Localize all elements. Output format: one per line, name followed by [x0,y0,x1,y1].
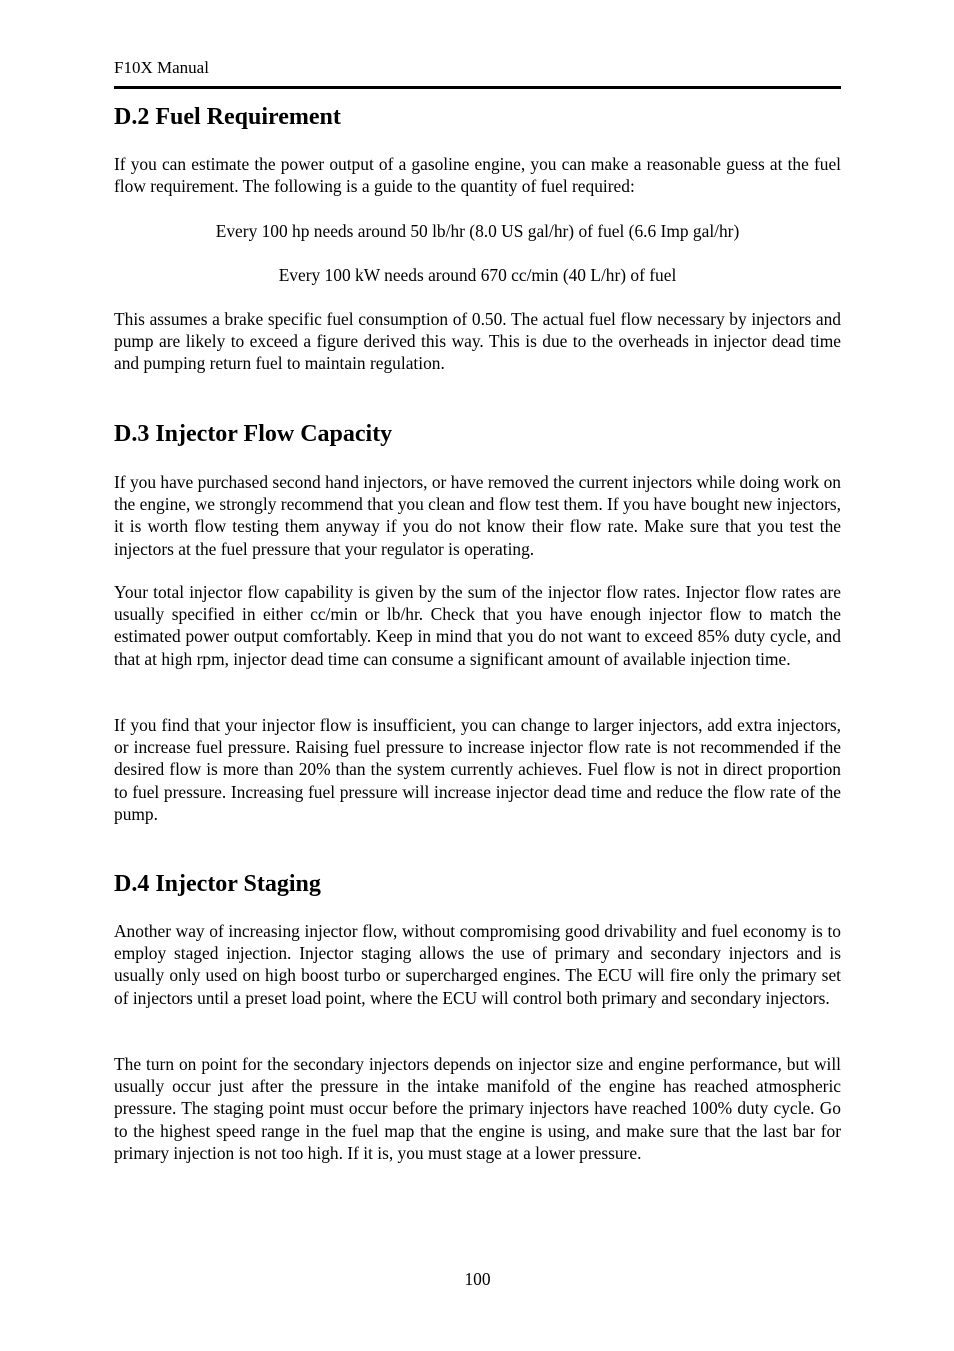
paragraph-staging-1: Another way of increasing injector flow, without compromising good drivability and fuel economy is to employ staged injection. Injector staging allows the use of primary and secondary injectors and is usually only used on high boost turbo or supercharged engines. The ECU will fire only the primary set of injectors until a preset load point, where the ECU will control both primary and secondary injectors. [114,921,841,1008]
heading-injector-staging: D.4 Injector Staging [114,871,321,897]
header-rule [114,86,841,89]
heading-fuel-requirement: D.2 Fuel Requirement [114,104,341,130]
rule-hp-line: Every 100 hp needs around 50 lb/hr (8.0 US gal/hr) of fuel (6.6 Imp gal/hr) [215,221,740,241]
paragraph-flow-1: If you have purchased second hand injectors, or have removed the current injectors while doing work on the engine, we strongly recommend that you clean and flow test them. If you have bought new injectors, it is worth flow testing them anyway if you do not know their flow rate. Make sure that you test the injectors at the fuel pressure that your regulator is operating. [114,472,841,559]
paragraph-staging-2: The turn on point for the secondary injectors depends on injector size and engine performance, but will usually occur just after the pressure in the intake manifold of the engine has reached atmospheric pressure. The staging point must occur before the primary injectors have reached 100% duty cycle. Go to the highest speed range in the fuel map that the engine is using, and make sure that the last bar for primary injection is not too high. If it is, you must stage at a lower pressure. [114,1054,841,1163]
paragraph-fuel-intro: If you can estimate the power output of a gasoline engine, you can make a reasonable guess at the fuel flow requirement. The following is a guide to the quantity of fuel required: [114,154,841,197]
running-header-title: F10X Manual [114,58,209,77]
rule-kw-line: Every 100 kW needs around 670 cc/min (40 L/hr) of fuel [278,265,677,285]
heading-injector-flow: D.3 Injector Flow Capacity [114,421,393,447]
page-number: 100 [464,1269,491,1289]
paragraph-flow-3: If you find that your injector flow is insufficient, you can change to larger injectors, add extra injectors, or increase fuel pressure. Raising fuel pressure to increase injector flow rate is not recommended if the desired flow is more than 20% than the system currently achieves. Fuel flow is not in direct proportion to fuel pressure. Increasing fuel pressure will increase injector dead time and reduce the flow rate of the pump. [114,715,841,824]
paragraph-flow-2: Your total injector flow capability is given by the sum of the injector flow rates. Injector flow rates are usually specified in either cc/min or lb/hr. Check that you have enough injector flow to match the estimated power output comfortably. Keep in mind that you do not want to exceed 85% duty cycle, and that at high rpm, injector dead time can consume a significant amount of available injection time. [114,582,841,669]
paragraph-fuel-note: This assumes a brake specific fuel consumption of 0.50. The actual fuel flow necessary by injectors and pump are likely to exceed a figure derived this way. This is due to the overheads in injector dead time and pumping return fuel to maintain regulation. [114,309,841,374]
